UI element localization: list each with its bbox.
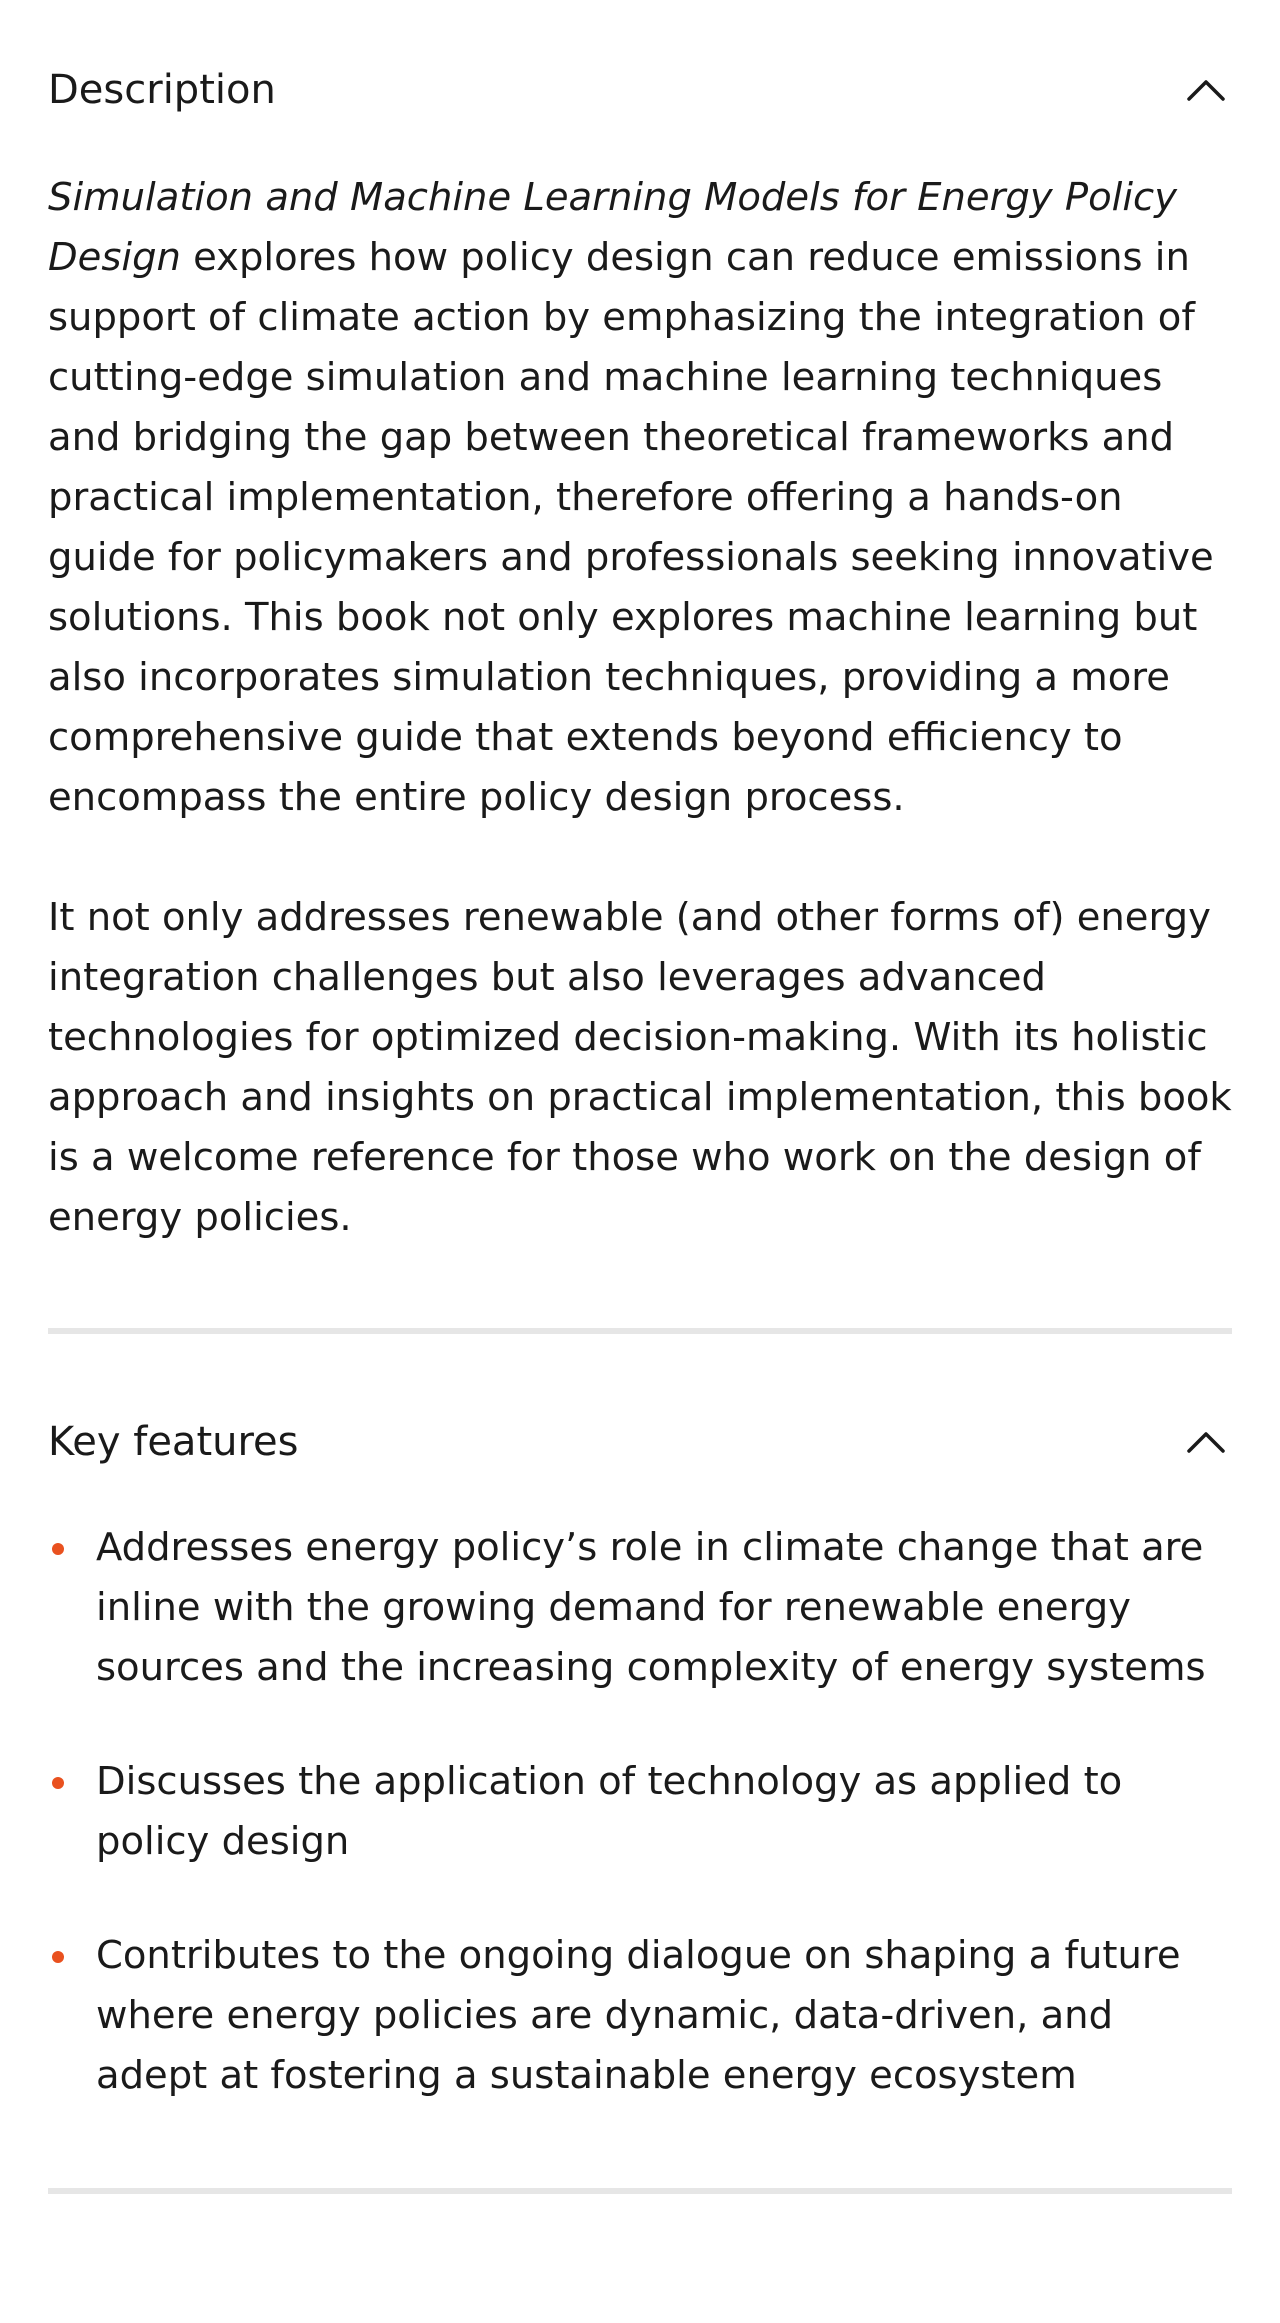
feature-text: Contributes to the ongoing dialogue on shaping a future where energy policies are dynamic, data-driven, and adept at fostering a sustainable energy ecosystem [96,1933,1181,2098]
description-section [48,0,1232,1248]
description-title: Description [48,67,276,113]
key-features-section [48,1334,1232,2106]
bullet-icon [52,1543,64,1555]
chevron-up-icon[interactable] [1184,1420,1228,1464]
list-item [48,1518,1232,1698]
list-item [48,1752,1232,1872]
description-paragraph-1-text: explores how policy design can reduce emissions in support of climate action by emphasizing the integration of cutting-edge simulation and machine learning techniques and bridging the gap between theoretical frameworks and practical implementation, therefore offering a hands-on guide for policymakers and professionals seeking innovative solutions. This book not only explores machine learning but also incorporates simulation techniques, providing a more comprehensive guide that extends beyond efficiency to encompass the entire policy design process. [48,235,1214,820]
feature-text: Addresses energy policy’s role in climate change that are inline with the growing demand for renewable energy sources and the increasing complexity of energy systems [96,1525,1206,1690]
key-features-toggle[interactable] [48,1412,1232,1472]
key-features-list [48,1518,1232,2106]
description-body [48,168,1232,1248]
key-features-title: Key features [48,1419,299,1465]
feature-text: Discusses the application of technology as applied to policy design [96,1759,1123,1864]
description-paragraph-2: It not only addresses renewable (and other forms of) energy integration challenges but also leverages advanced technologies for optimized decision-making. With its holistic approach and insights on practical implementation, this book is a welcome reference for those who work on the design of energy policies. [48,895,1232,1240]
bullet-icon [52,1951,64,1963]
description-paragraph-1 [48,168,1232,828]
bullet-icon [52,1777,64,1789]
list-item [48,1926,1232,2106]
section-divider [48,2188,1232,2194]
description-toggle[interactable] [48,60,1232,120]
chevron-up-icon[interactable] [1184,68,1228,112]
book-title: Simulation and Machine Learning Models for Energy Policy Design [48,175,1178,280]
